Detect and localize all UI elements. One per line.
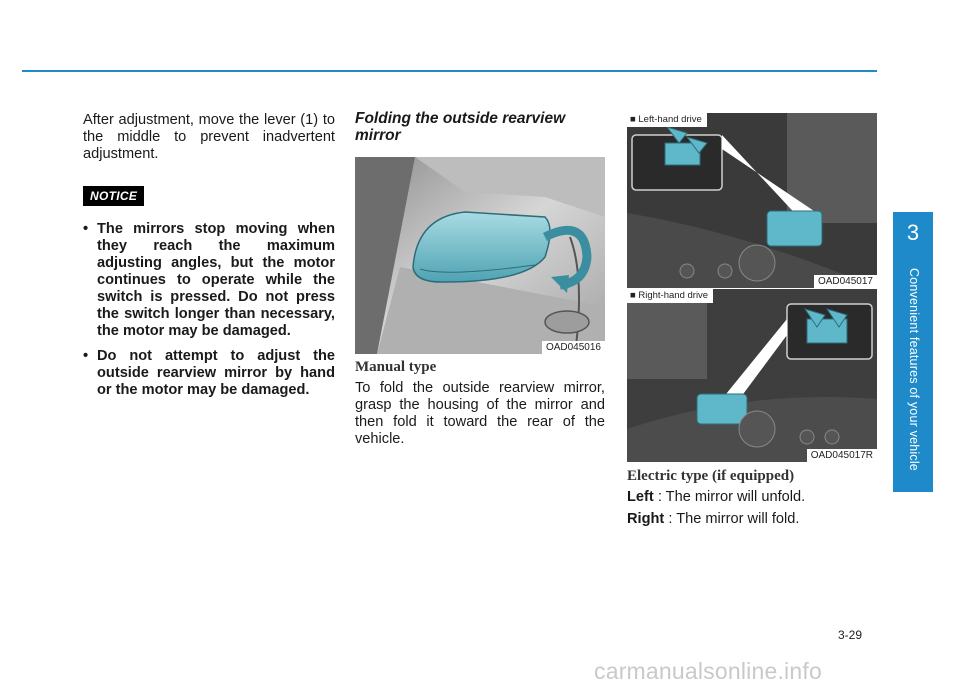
left-key: Left (627, 489, 654, 505)
right-hand-switch-drawing (627, 289, 877, 462)
chapter-tab (893, 212, 933, 492)
notice-item: • Do not attempt to adjust the outside rearview mirror by hand or the motor may be damaged. (83, 348, 335, 399)
watermark: carmanualsonline.info (594, 658, 822, 684)
notice-list (83, 221, 335, 399)
left-hand-drive-label: ■ Left-hand drive (627, 113, 707, 127)
manual-type-heading: Manual type (355, 359, 437, 375)
notice-badge: NOTICE (83, 186, 144, 206)
mirror-drawing (355, 157, 605, 354)
right-key: Right (627, 511, 665, 527)
right-instruction (627, 511, 799, 527)
figure-code-left: OAD045017 (814, 275, 877, 288)
right-text: : The mirror will fold. (664, 511, 800, 527)
figure-code: OAD045016 (542, 341, 605, 354)
chapter-title: Convenient features of your vehicle (907, 268, 921, 471)
chapter-number: 3 (906, 220, 920, 245)
header-rule (22, 70, 877, 72)
column-middle (355, 110, 605, 144)
section-title: Folding the outside rearview mirror (355, 110, 566, 144)
manual-type-text: To fold the outside rearview mirror, grasp the housing of the mirror and then fold it toward the rear of the vehicle. (355, 380, 605, 447)
right-hand-drive-figure (627, 289, 877, 462)
right-hand-drive-label: ■ Right-hand drive (627, 289, 713, 303)
left-hand-drive-figure (627, 113, 877, 288)
page-number: 3-29 (838, 628, 863, 642)
figure-code-right: OAD045017R (807, 449, 877, 462)
electric-type-heading: Electric type (if equipped) (627, 468, 795, 484)
intro-paragraph: After adjustment, move the lever (1) to the middle to prevent inadvertent adjustment. (83, 112, 335, 162)
left-text: : The mirror will unfold. (653, 489, 806, 505)
notice-item: • The mirrors stop moving when they reach the maximum adjusting angles, but the motor continues to operate while the switch is pressed. Do not press the switch longer than necessary, the motor may be damaged. (83, 221, 335, 340)
mirror-illustration (355, 157, 605, 354)
left-instruction (627, 489, 805, 505)
left-hand-switch-drawing (627, 113, 877, 288)
column-left (83, 112, 335, 407)
